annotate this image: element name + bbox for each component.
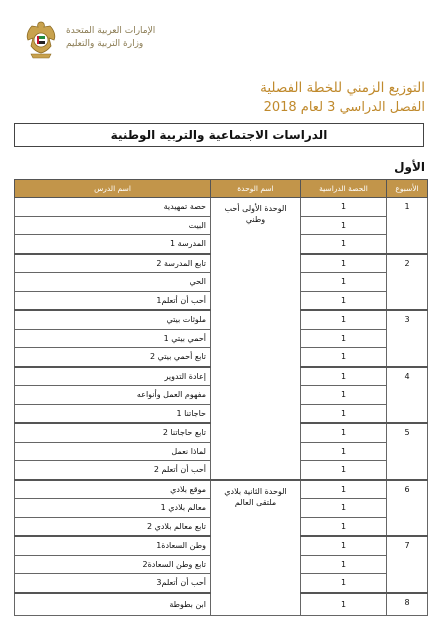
lesson-cell: تابع المدرسة 2	[15, 254, 211, 273]
period-cell: 1	[301, 367, 387, 386]
week-cell: 6	[387, 480, 428, 537]
ministry-line-2: وزارة التربية والتعليم	[66, 39, 144, 49]
period-cell: 1	[301, 593, 387, 616]
lesson-cell: أحمي بيتي 1	[15, 329, 211, 348]
schedule-table	[14, 179, 428, 616]
lesson-cell: أحب أن أتعلم3	[15, 574, 211, 593]
lesson-cell: أحب أن أتعلم1	[15, 291, 211, 310]
ministry-name	[66, 25, 155, 51]
lesson-cell: لماذا نعمل	[15, 442, 211, 461]
lesson-cell: معالم بلادي 1	[15, 499, 211, 518]
lesson-cell: ابن بطوطة	[15, 593, 211, 616]
period-cell: 1	[301, 461, 387, 480]
header-unit: اسم الوحدة	[211, 180, 301, 198]
week-cell: 1	[387, 198, 428, 254]
period-cell: 1	[301, 273, 387, 292]
lesson-cell: ملوثات بيتي	[15, 310, 211, 329]
unit-cell: الوحدة الثانية بلادي ملتقى العالم	[211, 480, 301, 616]
lesson-cell: أحب أن أتعلم 2	[15, 461, 211, 480]
lesson-cell: وطن السعادة1	[15, 536, 211, 555]
period-cell: 1	[301, 216, 387, 235]
table-row	[15, 480, 428, 499]
subject-title: الدراسات الاجتماعية والتربية الوطنية	[14, 123, 424, 147]
lesson-cell: تابع حاجاتنا 2	[15, 423, 211, 442]
uae-emblem-logo	[22, 18, 60, 62]
header-week: الأسبوع	[387, 180, 428, 198]
lesson-cell: تابع أحمي بيتي 2	[15, 348, 211, 367]
period-cell: 1	[301, 329, 387, 348]
lesson-cell: موقع بلادي	[15, 480, 211, 499]
period-cell: 1	[301, 291, 387, 310]
lesson-cell: إعادة التدوير	[15, 367, 211, 386]
table-row	[15, 198, 428, 217]
week-cell: 4	[387, 367, 428, 424]
period-cell: 1	[301, 310, 387, 329]
period-cell: 1	[301, 423, 387, 442]
period-cell: 1	[301, 442, 387, 461]
period-cell: 1	[301, 480, 387, 499]
lesson-cell: حاجاتنا 1	[15, 404, 211, 423]
week-cell: 7	[387, 536, 428, 593]
lesson-cell: حصة تمهيدية	[15, 198, 211, 217]
lesson-cell: الحي	[15, 273, 211, 292]
header-period: الحصة الدراسية	[301, 180, 387, 198]
lesson-cell: تابع معالم بلادي 2	[15, 517, 211, 536]
ministry-line-1: الإمارات العربية المتحدة	[66, 26, 156, 36]
period-cell: 1	[301, 198, 387, 217]
header-lesson: اسم الدرس	[15, 180, 211, 198]
document-title: التوزيع الزمني للخطة الفصلية	[260, 80, 425, 96]
table-header-row	[15, 180, 428, 198]
period-cell: 1	[301, 536, 387, 555]
period-cell: 1	[301, 574, 387, 593]
week-cell: 5	[387, 423, 428, 480]
document-subtitle: الفصل الدراسي 3 لعام 2018	[263, 100, 425, 115]
period-cell: 1	[301, 499, 387, 518]
period-cell: 1	[301, 555, 387, 574]
unit-cell: الوحدة الأولى أحب وطني	[211, 198, 301, 480]
period-cell: 1	[301, 235, 387, 254]
week-cell: 2	[387, 254, 428, 311]
period-cell: 1	[301, 348, 387, 367]
semester-heading: الأول	[394, 160, 425, 174]
period-cell: 1	[301, 404, 387, 423]
period-cell: 1	[301, 254, 387, 273]
week-cell: 3	[387, 310, 428, 367]
period-cell: 1	[301, 386, 387, 405]
lesson-cell: تابع وطن السعادة2	[15, 555, 211, 574]
lesson-cell: مفهوم العمل وأنواعه	[15, 386, 211, 405]
lesson-cell: البيت	[15, 216, 211, 235]
period-cell: 1	[301, 517, 387, 536]
lesson-cell: المدرسة 1	[15, 235, 211, 254]
week-cell: 8	[387, 593, 428, 616]
